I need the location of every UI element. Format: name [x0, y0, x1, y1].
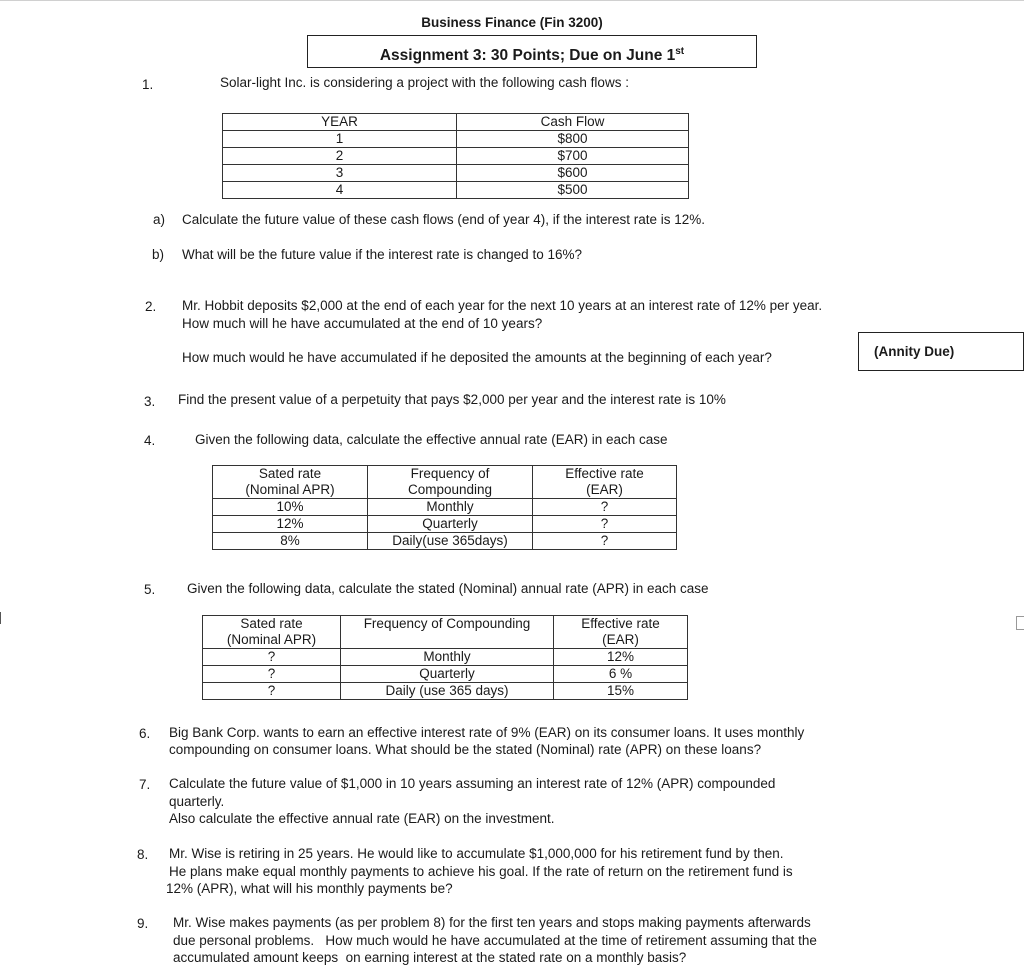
header-line: Compounding — [407, 482, 493, 497]
table-cell: 10% — [213, 499, 368, 516]
header-line: (Nominal APR) — [245, 482, 335, 497]
q8-line2: He plans make equal monthly payments to achieve his goal. If the rate of return on the retirement fund is — [169, 864, 793, 879]
table-cell: ? — [533, 533, 677, 550]
table-header-row — [213, 466, 677, 499]
table-cell: Monthly — [368, 499, 533, 516]
table-row — [213, 499, 677, 516]
header-line: (EAR) — [586, 482, 623, 497]
table-cell: Daily (use 365 days) — [341, 683, 554, 700]
table-row — [223, 165, 689, 182]
table-cell: ? — [533, 516, 677, 533]
table-cell: 2 — [223, 148, 457, 165]
table-row — [203, 649, 688, 666]
q9-line3: accumulated amount keeps on earning interest at the stated rate on a monthly basis? — [173, 950, 687, 965]
q6-line1: Big Bank Corp. wants to earn an effective interest rate of 9% (EAR) on its consumer loans. It uses monthly — [169, 725, 805, 740]
assignment-text: Assignment 3: 30 Points; Due on June 1 — [379, 47, 676, 65]
header-line: Effective rate — [565, 466, 644, 481]
table-cell: 12% — [554, 649, 688, 666]
header-line: Effective rate — [581, 616, 660, 631]
q4-number: 4. — [144, 433, 156, 448]
cash-flow-header: Cash Flow — [457, 114, 689, 131]
table-cell: ? — [203, 649, 341, 666]
q7-number: 7. — [139, 777, 151, 792]
header-line: Sated rate — [240, 616, 303, 631]
annuity-due-note: (Annity Due) — [858, 332, 1024, 371]
table-cell: 3 — [223, 165, 457, 182]
q1a-label: a) — [153, 212, 166, 227]
table-row — [203, 666, 688, 683]
header-cell — [203, 616, 341, 649]
table-header-row — [223, 114, 689, 131]
q2-line3: How much would he have accumulated if he deposited the amounts at the beginning of each year? — [182, 350, 772, 365]
table-cell: $700 — [457, 148, 689, 165]
q2-number: 2. — [145, 299, 157, 314]
assignment-sup: st — [675, 46, 685, 57]
q9-line2: due personal problems. How much would he have accumulated at the time of retirement assuming that the — [173, 933, 817, 948]
table-cell: 12% — [213, 516, 368, 533]
table-cell: $600 — [457, 165, 689, 182]
header-cell — [368, 466, 533, 499]
scan-edge-mark — [1016, 616, 1024, 630]
q3-text: Find the present value of a perpetuity that pays $2,000 per year and the interest rate is 10% — [178, 392, 726, 407]
q9-line1: Mr. Wise makes payments (as per problem 8) for the first ten years and stops making payments afterwards — [173, 915, 811, 930]
scan-left-mark — [0, 612, 1, 624]
year-header: YEAR — [223, 114, 457, 131]
header-cell — [554, 616, 688, 649]
table-row — [203, 683, 688, 700]
q1-number: 1. — [142, 77, 154, 92]
ear-table — [212, 465, 677, 550]
table-cell: Monthly — [341, 649, 554, 666]
q1a-text: Calculate the future value of these cash flows (end of year 4), if the interest rate is 12%. — [182, 212, 706, 227]
page-top-border — [0, 0, 1024, 9]
q6-line2: compounding on consumer loans. What should be the stated (Nominal) rate (APR) on these loans? — [169, 742, 762, 757]
q1-text: Solar-light Inc. is considering a project with the following cash flows : — [220, 75, 629, 90]
table-cell: 4 — [223, 182, 457, 199]
table-cell: Quarterly — [341, 666, 554, 683]
q2-line2: How much will he have accumulated at the end of 10 years? — [182, 316, 543, 331]
table-row — [223, 148, 689, 165]
q7-line2: quarterly. — [169, 794, 225, 809]
course-title: Business Finance (Fin 3200) — [421, 15, 603, 30]
q8-line1: Mr. Wise is retiring in 25 years. He would like to accumulate $1,000,000 for his retirement fund by then. — [169, 846, 784, 861]
table-cell: Quarterly — [368, 516, 533, 533]
header-cell — [341, 616, 554, 649]
header-cell — [533, 466, 677, 499]
table-row — [223, 182, 689, 199]
q8-line3: 12% (APR), what will his monthly payments be? — [166, 881, 453, 896]
q8-number: 8. — [137, 847, 149, 862]
table-header-row — [203, 616, 688, 649]
table-cell: ? — [533, 499, 677, 516]
header-line: (EAR) — [602, 632, 639, 647]
q9-number: 9. — [137, 916, 149, 931]
q3-number: 3. — [144, 394, 156, 409]
header-line: (Nominal APR) — [226, 632, 317, 647]
assignment-title — [307, 35, 757, 68]
q1b-label: b) — [152, 247, 165, 262]
q6-number: 6. — [139, 726, 151, 741]
q4-text: Given the following data, calculate the effective annual rate (EAR) in each case — [195, 432, 668, 447]
table-cell: $500 — [457, 182, 689, 199]
header-cell — [213, 466, 368, 499]
apr-table — [202, 615, 688, 700]
table-cell: $800 — [457, 131, 689, 148]
q5-text: Given the following data, calculate the stated (Nominal) annual rate (APR) in each case — [187, 581, 709, 596]
q7-line1: Calculate the future value of $1,000 in 10 years assuming an interest rate of 12% (APR) compounded — [169, 776, 776, 791]
table-cell: ? — [203, 683, 341, 700]
table-cell: ? — [203, 666, 341, 683]
table-row — [213, 516, 677, 533]
table-row — [223, 131, 689, 148]
table-cell: 1 — [223, 131, 457, 148]
header-line: Sated rate — [258, 466, 322, 481]
header-line: Frequency of — [410, 466, 490, 481]
q2-line1: Mr. Hobbit deposits $2,000 at the end of each year for the next 10 years at an interest rate of 12% per year. — [182, 298, 823, 313]
table-row — [213, 533, 677, 550]
table-cell: 15% — [554, 683, 688, 700]
table-cell: 6 % — [554, 666, 688, 683]
table-cell: Daily(use 365days) — [368, 533, 533, 550]
q7-line3: Also calculate the effective annual rate (EAR) on the investment. — [169, 811, 555, 826]
cash-flow-table — [222, 113, 689, 199]
q1b-text: What will be the future value if the interest rate is changed to 16%? — [182, 247, 582, 262]
q5-number: 5. — [144, 582, 156, 597]
table-cell: 8% — [213, 533, 368, 550]
header-line: Frequency of Compounding — [363, 616, 531, 631]
